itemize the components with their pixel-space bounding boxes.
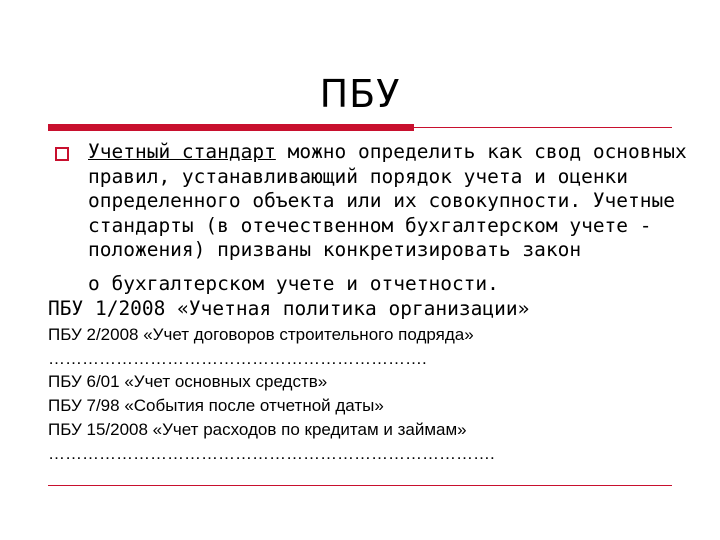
list-item: ПБУ 15/2008 «Учет расходов по кредитам и займам» xyxy=(48,419,467,439)
list-item: ……………………………………………………………………. xyxy=(48,443,495,463)
list-item: ПБУ 7/98 «События после отчетной даты» xyxy=(48,396,384,416)
slide-title: ПБУ xyxy=(319,72,401,116)
footer-rule xyxy=(48,485,672,486)
definition-last-line: о бухгалтерском учете и отчетности. xyxy=(88,272,499,295)
list-item: ПБУ 2/2008 «Учет договоров строительного подряда» xyxy=(48,325,474,344)
title-underline-accent xyxy=(48,124,414,131)
pbu-item-1: ПБУ 1/2008 «Учетная политика организации» xyxy=(48,297,530,320)
definition-text: можно определить как свод основных правил, устанавливающий порядок учета и оценки определенного объекта или их совокупности. Учетные стандарты (в отечественном бухгалтерском учете - положения) призваны конкретизировать закон xyxy=(88,140,687,261)
list-item: ПБУ 6/01 «Учет основных средств» xyxy=(48,372,328,392)
definition-paragraph xyxy=(88,140,688,263)
pbu-list xyxy=(48,323,495,465)
square-bullet-icon xyxy=(55,147,69,161)
term-underlined: Учетный стандарт xyxy=(88,140,276,163)
list-item: …………………………………………………………. xyxy=(48,348,427,368)
title-underline-thin xyxy=(414,127,672,128)
